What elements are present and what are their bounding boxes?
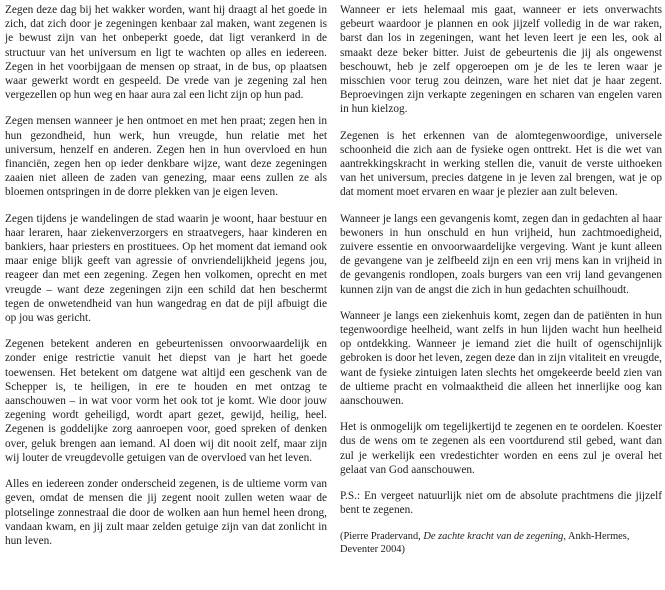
citation-book-title: De zachte kracht van de zegening [423,530,564,542]
paragraph-bless-people: Zegen mensen wanneer je hen ontmoet en met hen praat; zegen hen in hun gezondheid, hun werk, hun vreugde, hun relatie met het universum, henzelf en anderen. Zegen hen in hun overvloed en hun financiën, zegen hen op ieder denkbare wijze, want deze zegeningen zaaien niet alleen de zaden van genezing, maar eens zullen ze als bloemen ontspringen in de dorre plekken van je eigen leven. [5,115,327,199]
paragraph-hospital: Wanneer je langs een ziekenhuis komt, zegen dan de patiënten in hun tegenwoordige heelheid, want zelfs in hun lijden wacht hun heelheid op ontdekking. Wanneer je iemand ziet die huilt of ogenschijnlijk gebroken is door het leven, zegen deze dan in zijn vitaliteit en vreugde, want de fysieke zintuigen laten slechts het omgekeerde beeld zien van de ultieme pracht en volmaaktheid die alleen het innerlijke oog kan aanschouwen. [340,309,662,408]
citation-publisher: , Ankh-Hermes, Deventer 2004) [340,530,630,555]
left-column [5,3,327,560]
postscript: P.S.: En vergeet natuurlijk niet om de absolute prachtmens die jijzelf bent te zegenen. [340,490,662,517]
source-citation [340,530,662,557]
paragraph-bless-this-day: Zegen deze dag bij het wakker worden, want hij draagt al het goede in zich, dat zich door je zegeningen kenbaar zal maken, want zegenen is je bewust zijn van het onbeperkt goede, dat ligt verankerd in de structuur van het universum en ligt te wachten op alles en iedereen. Zegen in het voorbijgaan de mensen op straat, in de bus, op plaatsen waar gewerkt wordt en gespeeld. De vrede van je zegening zal hen vergezellen op hun weg en haar aura zal een licht zijn op hun pad. [5,4,327,102]
paragraph-meaning-of-blessing: Zegenen betekent anderen en gebeurtenissen onvoorwaardelijk en zonder enige restrictie vanuit het diepst van je hart het goede toewensen. Het betekent om datgene wat altijd een geschenk van de Schepper is, te heiligen, in ere te houden en met ontzag te aanschouwen – in wat voor vorm het ook tot je komt. Wie door jouw zegening wordt geheiligd, wordt apart gezet, gewijd, heilig, heel. Zegenen is goddelijke zorg aanroepen voor, goed spreken of denken over, geluk brengen aan iemand. Al doen wij dit nooit zelf, maar zijn wij louter de vreugdevolle getuigen van de overvloed van het leven. [5,338,327,464]
paragraph-ultimate-giving: Alles en iedereen zonder onderscheid zegenen, is de ultieme vorm van geven, omdat de mensen die jij zegent nooit zullen weten waar de plotselinge zonnestraal die door de wolken aan hun hemel heen drong, vandaan kwam, en jij zult maar zelden getuige zijn van dat zonlicht in hun leven. [5,478,327,547]
paragraph-universal-beauty: Zegenen is het erkennen van de alomtegenwoordige, universele schoonheid die zich aan de fysieke ogen onttrekt. Het is die wet van aantrekkingskracht in werking stellen die, vanuit de verste uithoeken van het universum, precies datgene in je leven zal brengen, wat je op dat moment moet ervaren en waar je plezier aan zult beleven. [340,129,662,199]
paragraph-prison: Wanneer je langs een gevangenis komt, zegen dan in gedachten al haar bewoners in hun onschuld en hun vrijheid, hun zachtmoedigheid, zuivere essentie en onvoorwaardelijke vergeving. Want je kunt alleen de gevangene van je zelfbeeld zijn en een vrij mens kan in vrijheid in de gevangenis rondlopen, zoals burgers van een vrij land gevangenen kunnen zijn van de angst die zich in hun gedachten schuilhoudt. [340,212,662,296]
paragraph-when-things-go-wrong: Wanneer er iets helemaal mis gaat, wanneer er iets onverwachts gebeurt waardoor je plannen en ook jijzelf volledig in de war raken, barst dan los in zegeningen, want het leven leert je een les, ook al smaakt deze beker bitter. Juist de gebeurtenis die jij als ongewenst beschouwt, heb je zelf opgeroepen om je de les te leren waar je misschien voor terug zou deinzen, ware het niet dat je haar zegent. Beproevingen zijn verkapte zegeningen en scharen van engelen varen in hun kielzog. [340,4,662,116]
paragraph-bless-city: Zegen tijdens je wandelingen de stad waarin je woont, haar bestuur en haar leraren, haar ziekenverzorgers en straatvegers, haar kinderen en bankiers, haar priesters en prostituees. Op het moment dat iemand ook maar enige blijk geeft van agressie of onvriendelijkheid jegens jou, reageer dan met een zegening. Zegen hen volkomen, oprecht en met vreugde – want deze zegeningen zijn een schild dat hen beschermt tegen de onwetendheid van hun wangedrag en dat de pijl afbuigt die op jou was gericht. [5,212,327,325]
paragraph-bless-and-judge: Het is onmogelijk om tegelijkertijd te zegenen en te oordelen. Koester dus de wens om te zegenen als een voortdurend stil gebed, want dan zul je werkelijk een vredestichter worden en eens zul je overal het gelaat van God aanschouwen. [340,421,662,476]
right-column [340,3,662,569]
citation-author: (Pierre Pradervand, [340,530,424,542]
